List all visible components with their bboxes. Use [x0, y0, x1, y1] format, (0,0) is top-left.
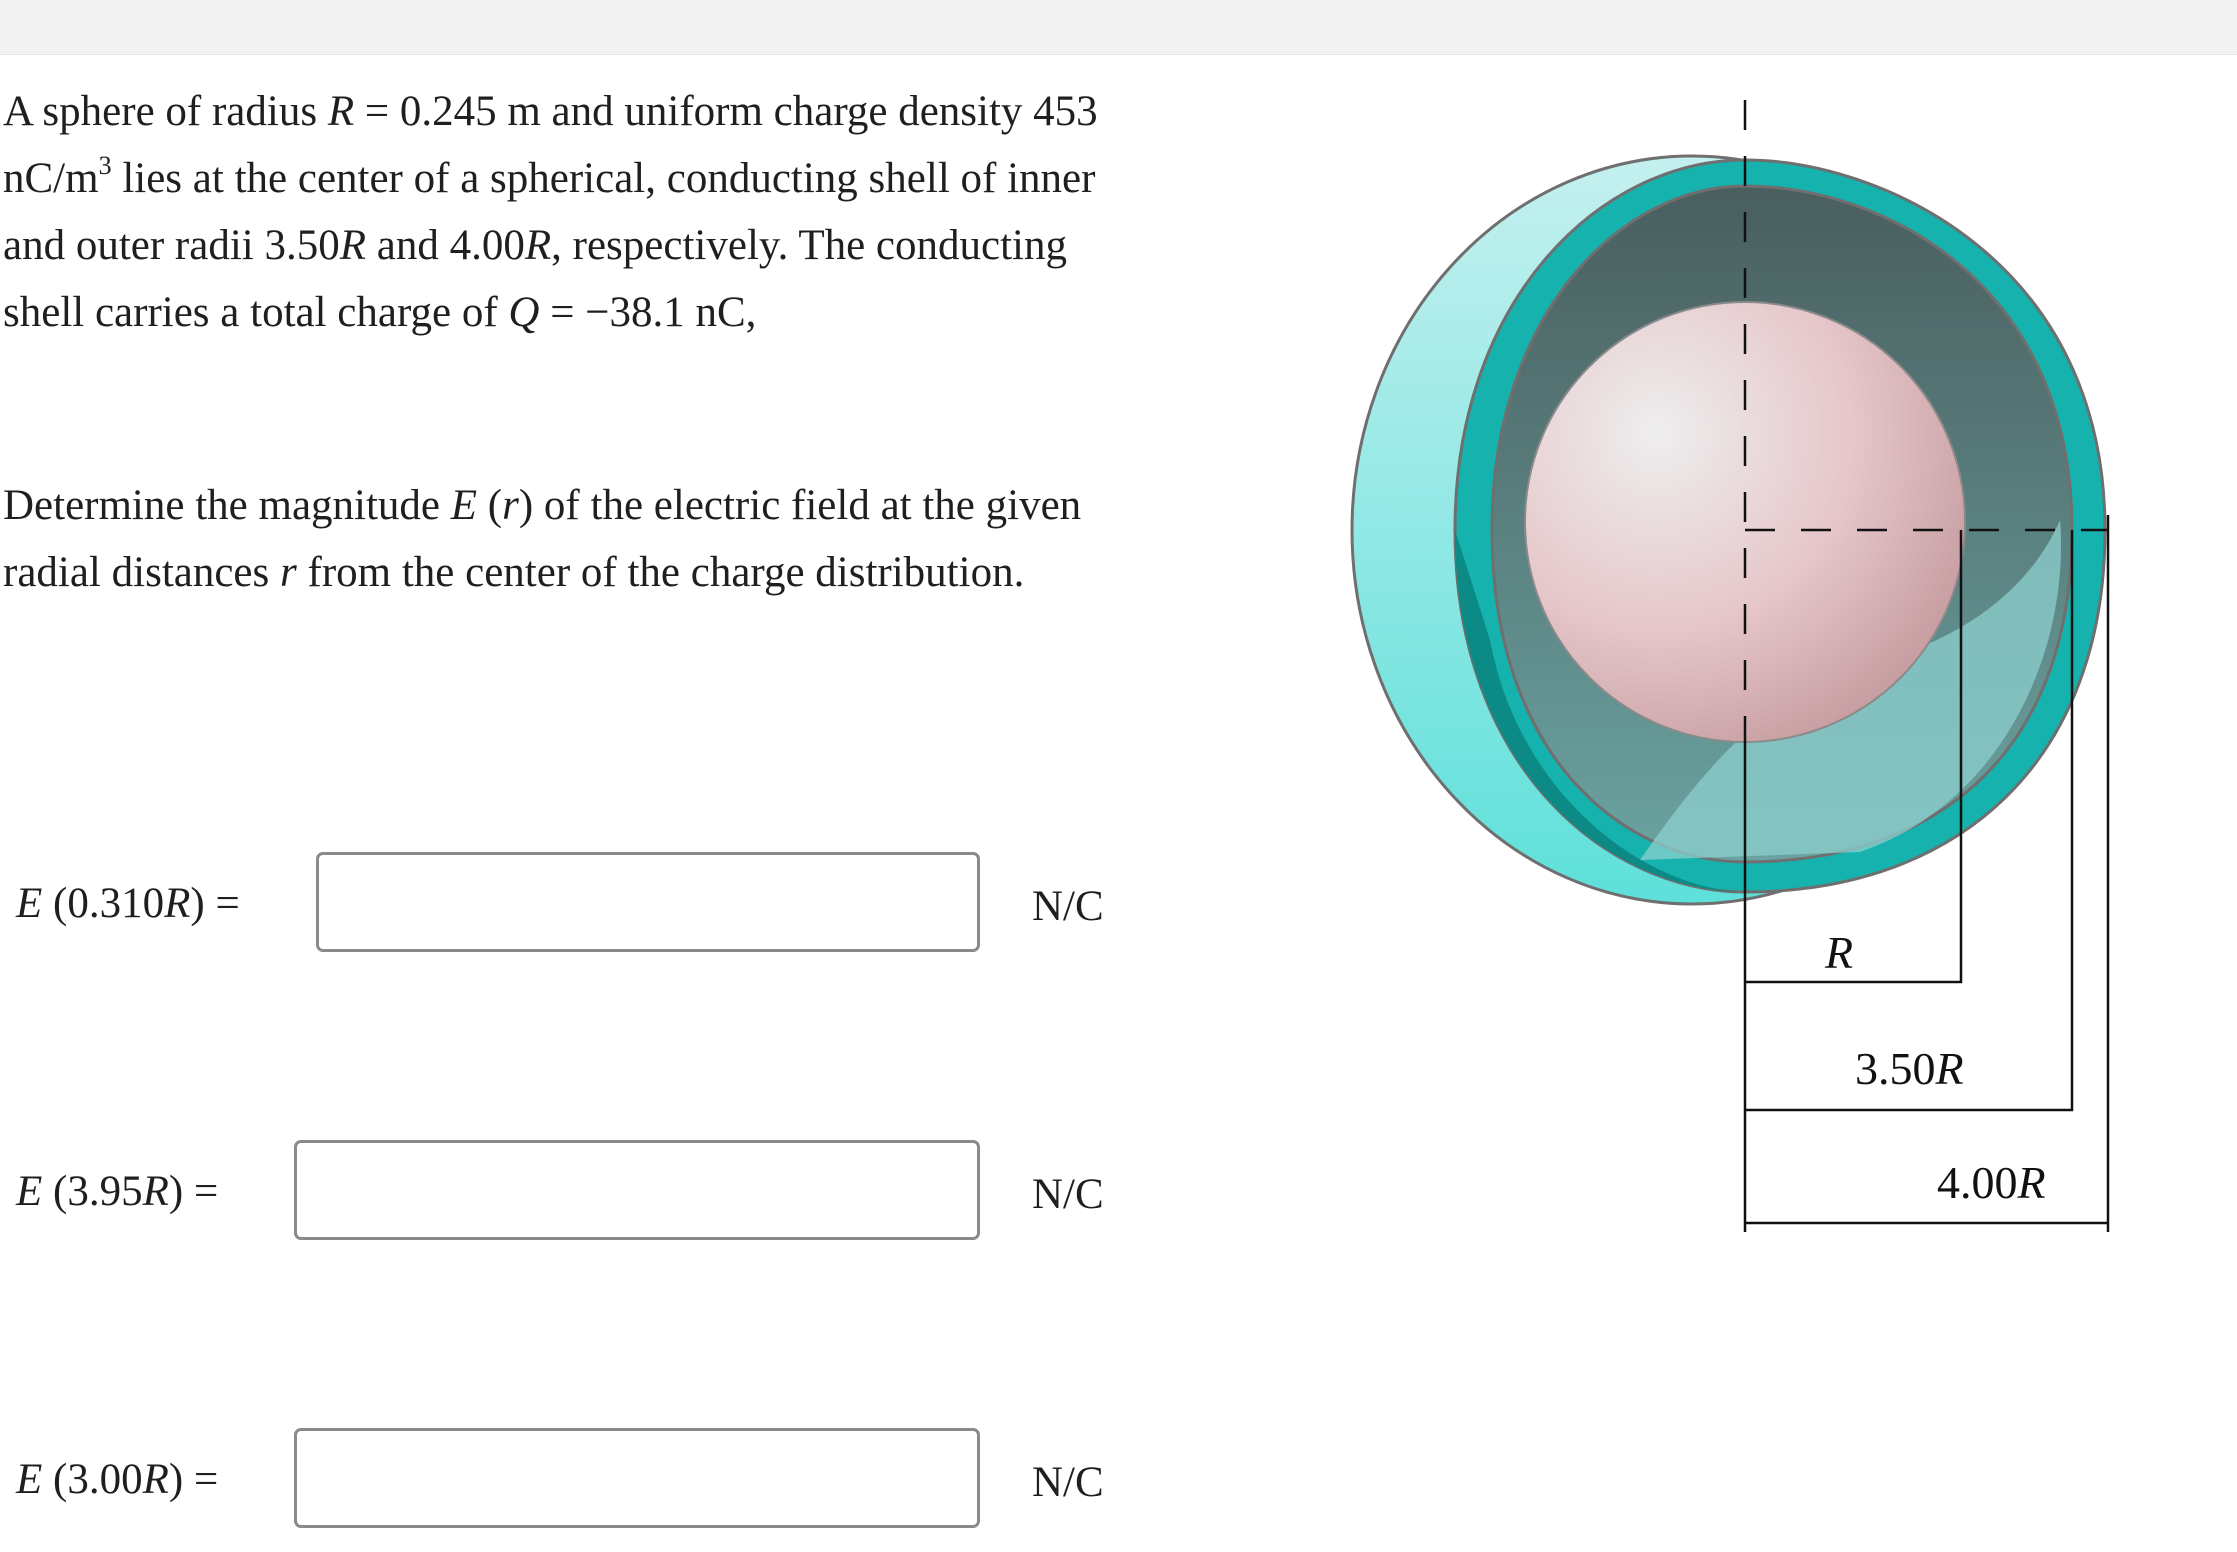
top-bar — [0, 0, 2237, 55]
answer-label: E (0.310R) = — [16, 880, 240, 927]
unit-label: N/C — [1032, 883, 1104, 930]
dimension-labels — [1824, 927, 2046, 1208]
answer-input-2[interactable] — [294, 1140, 980, 1240]
answer-label: E (3.00R) = — [16, 1456, 219, 1503]
answer-row — [0, 848, 1160, 958]
unit-label: N/C — [1032, 1171, 1104, 1218]
answer-input-1[interactable] — [316, 852, 980, 952]
answer-row — [0, 1136, 1160, 1246]
answer-row — [0, 1424, 1160, 1534]
answer-input-3[interactable] — [294, 1428, 980, 1528]
answer-label: E (3.95R) = — [16, 1168, 219, 1215]
label-R: R — [1825, 927, 1854, 978]
sphere-shell-diagram — [1340, 90, 2140, 1250]
problem-statement: A sphere of radius R = 0.245 m and uniform charge density 453 $nC/m^3$ lies at the center of a spherical, conducting shell of inner and outer radii 3.50R and 4.00R, respectively. The conducting shell carries a total charge of Q = −38.1 nC, — [3, 88, 1098, 336]
instructions: Determine the magnitude E (r) of the electric field at the given radial distances r from the center of the charge distribution. — [3, 482, 1082, 596]
unit-label: N/C — [1032, 1459, 1104, 1506]
label-outer-radius: 4.00R — [1937, 1157, 2046, 1208]
label-inner-radius: 3.50R — [1855, 1043, 1964, 1094]
